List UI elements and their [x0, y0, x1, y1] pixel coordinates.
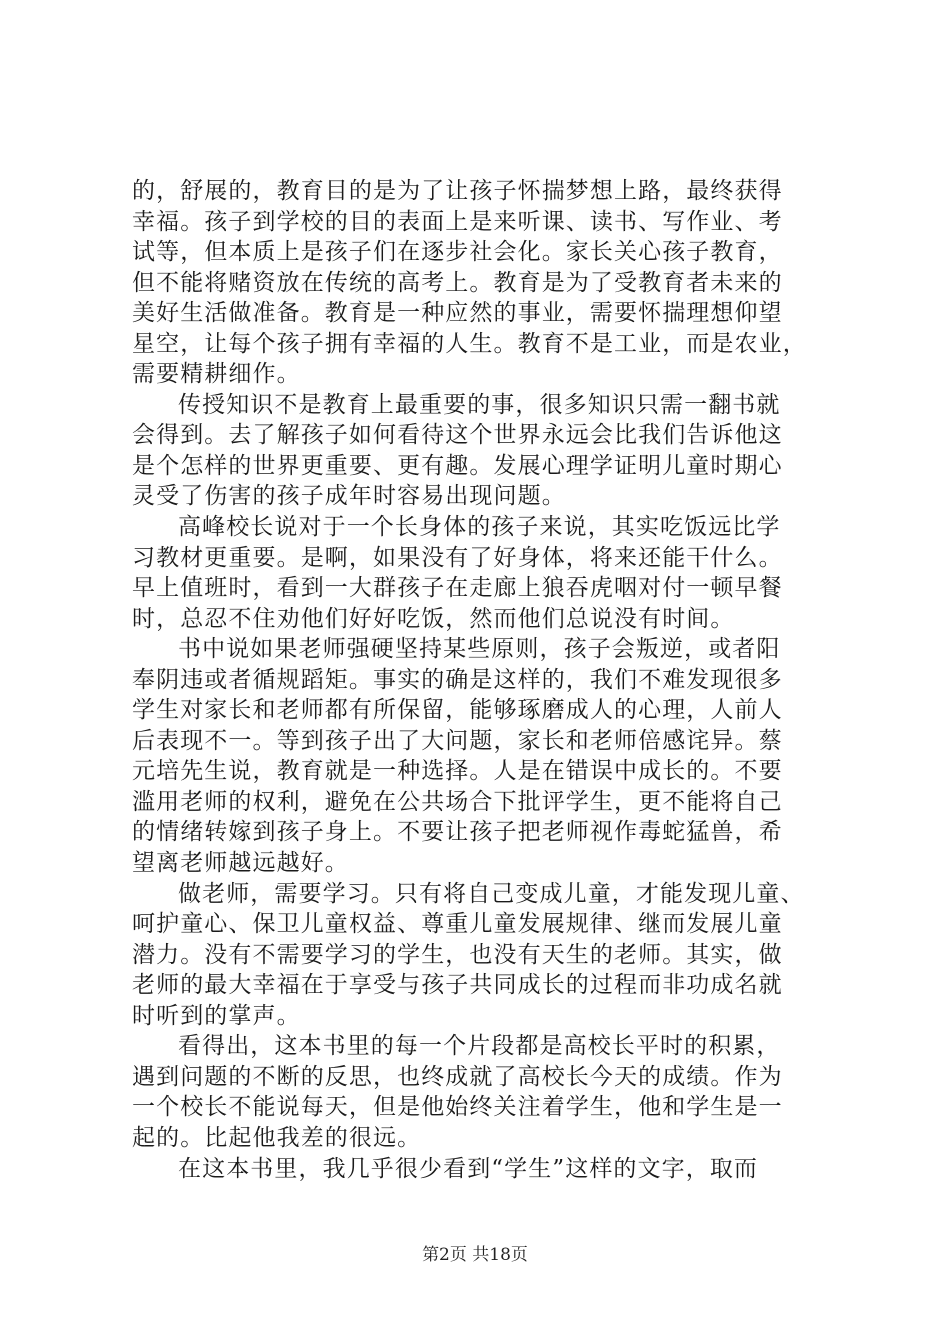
text-line: 元培先生说，教育就是一种选择。人是在错误中成长的。不要 [132, 758, 783, 785]
text-line: 书中说如果老师强硬坚持某些原则，孩子会叛逆，或者阳 [178, 636, 781, 663]
text-line: 传授知识不是教育上最重要的事，很多知识只需一翻书就 [178, 391, 781, 418]
page-number-footer: 第2页 共18页 [422, 1245, 528, 1265]
text-line: 习教材更重要。是啊，如果没有了好身体，将来还能干什么。 [132, 544, 783, 571]
text-line: 一个校长不能说每天，但是他始终关注着学生，他和学生是一 [132, 1094, 783, 1121]
text-line: 的情绪转嫁到孩子身上。不要让孩子把老师视作毒蛇猛兽，希 [132, 819, 783, 846]
text-line: 呵护童心、保卫儿童权益、尊重儿童发展规律、继而发展儿童 [132, 911, 783, 938]
text-line: 时，总忍不住劝他们好好吃饭，然而他们总说没有时间。 [132, 605, 735, 632]
text-line: 早上值班时，看到一大群孩子在走廊上狼吞虎咽对付一顿早餐 [132, 575, 783, 602]
text-line: 遇到问题的不断的反思，也终成就了高校长今天的成绩。作为 [132, 1063, 783, 1090]
text-line: 但不能将赌资放在传统的高考上。教育是为了受教育者未来的 [132, 269, 783, 296]
text-line: 会得到。去了解孩子如何看待这个世界永远会比我们告诉他这 [132, 422, 783, 449]
text-line: 美好生活做准备。教育是一种应然的事业，需要怀揣理想仰望 [132, 300, 783, 327]
text-line: 时听到的掌声。 [132, 1002, 301, 1029]
text-line: 潜力。没有不需要学习的学生，也没有天生的老师。其实，做 [132, 941, 783, 968]
text-line: 星空，让每个孩子拥有幸福的人生。教育不是工业，而是农业， [132, 330, 807, 357]
text-line: 的，舒展的，教育目的是为了让孩子怀揣梦想上路，最终获得 [132, 178, 783, 204]
text-line: 望离老师越远越好。 [132, 850, 349, 877]
text-line: 看得出，这本书里的每一个片段都是高校长平时的积累， [178, 1033, 781, 1060]
text-line: 在这本书里，我几乎很少看到“学生”这样的文字，取而 [178, 1155, 759, 1182]
document-body [132, 176, 832, 1184]
text-line: 起的。比起他我差的很远。 [132, 1124, 422, 1151]
text-line: 做老师，需要学习。只有将自己变成儿童，才能发现儿童、 [178, 880, 805, 907]
text-line: 需要精耕细作。 [132, 361, 301, 388]
text-line: 奉阴违或者循规蹈矩。事实的确是这样的，我们不难发现很多 [132, 666, 783, 693]
text-line: 老师的最大幸福在于享受与孩子共同成长的过程而非功成名就 [132, 972, 783, 999]
text-line: 高峰校长说对于一个长身体的孩子来说，其实吃饭远比学 [178, 514, 781, 541]
text-line: 后表现不一。等到孩子出了大问题，家长和老师倍感诧异。蔡 [132, 727, 783, 754]
text-line: 幸福。孩子到学校的目的表面上是来听课、读书、写作业、考 [132, 208, 783, 235]
text-line: 试等，但本质上是孩子们在逐步社会化。家长关心孩子教育， [132, 239, 783, 266]
text-line: 学生对家长和老师都有所保留，能够琢磨成人的心理，人前人 [132, 697, 783, 724]
text-line: 滥用老师的权利，避免在公共场合下批评学生，更不能将自己 [132, 788, 783, 815]
text-line: 灵受了伤害的孩子成年时容易出现问题。 [132, 483, 566, 510]
text-line: 是个怎样的世界更重要、更有趣。发展心理学证明儿童时期心 [132, 452, 783, 479]
